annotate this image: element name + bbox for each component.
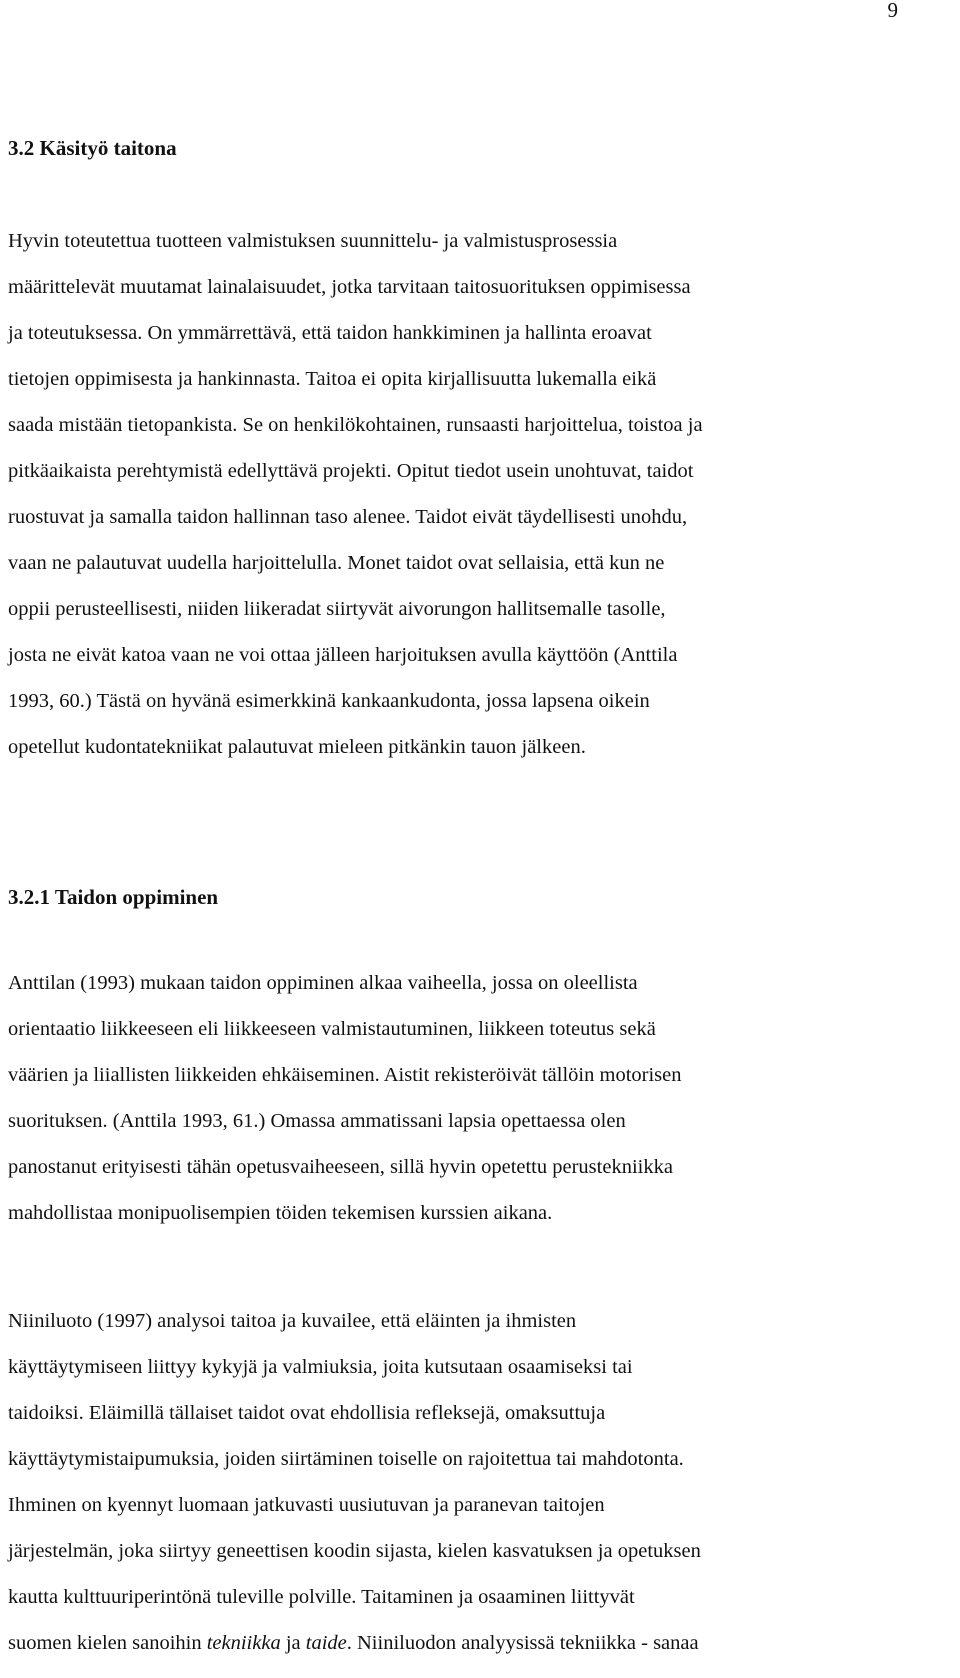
text-line: käyttäytymistaipumuksia, joiden siirtäminen toiselle on rajoitettua tai mahdotonta. — [8, 1448, 684, 1470]
text-line: orientaatio liikkeeseen eli liikkeeseen valmistautuminen, liikkeen toteutus sekä — [8, 1018, 656, 1040]
section-heading: 3.2 Käsityö taitona — [8, 136, 177, 160]
subsection-heading: 3.2.1 Taidon oppiminen — [8, 885, 219, 909]
text-line: josta ne eivät katoa vaan ne voi ottaa jälleen harjoituksen avulla käyttöön (Anttila — [8, 644, 678, 666]
text-run: suomen kielen sanoihin — [8, 1632, 207, 1654]
text-line: suorituksen. (Anttila 1993, 61.) Omassa ammatissani lapsia opettaessa olen — [8, 1110, 626, 1132]
subsection-paragraph-1 — [8, 960, 958, 1236]
text-line: saada mistään tietopankista. Se on henkilökohtainen, runsaasti harjoittelua, toistoa ja — [8, 414, 703, 436]
text-line: Hyvin toteutettua tuotteen valmistuksen suunnittelu- ja valmistusprosessia — [8, 230, 618, 252]
text-line: Anttilan (1993) mukaan taidon oppiminen alkaa vaiheella, jossa on oleellista — [8, 972, 638, 994]
text-line: ruostuvat ja samalla taidon hallinnan taso alenee. Taidot eivät täydellisesti unohdu, — [8, 506, 688, 528]
text-run: ja — [280, 1632, 306, 1654]
subsection-paragraph-2 — [8, 1298, 958, 1666]
text-line: väärien ja liiallisten liikkeiden ehkäiseminen. Aistit rekisteröivät tällöin motorisen — [8, 1064, 682, 1086]
text-line: opetellut kudontatekniikat palautuvat mieleen pitkänkin tauon jälkeen. — [8, 736, 586, 758]
text-line: Niiniluoto (1997) analysoi taitoa ja kuvailee, että eläinten ja ihmisten — [8, 1310, 577, 1332]
text-line: oppii perusteellisesti, niiden liikeradat siirtyvät aivorungon hallitsemalle tasolle, — [8, 598, 666, 620]
text-run: . Niiniluodon analyysissä tekniikka - sanaa — [346, 1632, 699, 1654]
text-line: pitkäaikaista perehtymistä edellyttävä projekti. Opitut tiedot usein unohtuvat, taidot — [8, 460, 694, 482]
text-line: määrittelevät muutamat lainalaisuudet, jotka tarvitaan taitosuorituksen oppimisessa — [8, 276, 691, 298]
italic-term-taide: taide — [305, 1632, 347, 1654]
text-line: ja toteutuksessa. On ymmärrettävä, että taidon hankkiminen ja hallinta eroavat — [8, 322, 652, 344]
text-line: käyttäytymiseen liittyy kykyjä ja valmiuksia, joita kutsutaan osaamiseksi tai — [8, 1356, 633, 1378]
section-paragraph — [8, 218, 958, 770]
text-line: mahdollistaa monipuolisempien töiden tekemisen kurssien aikana. — [8, 1202, 553, 1224]
text-line: panostanut erityisesti tähän opetusvaiheeseen, sillä hyvin opetettu perustekniikka — [8, 1156, 673, 1178]
text-line: 1993, 60.) Tästä on hyvänä esimerkkinä kankaankudonta, jossa lapsena oikein — [8, 690, 650, 712]
text-line: vaan ne palautuvat uudella harjoittelulla. Monet taidot ovat sellaisia, että kun ne — [8, 552, 665, 574]
text-line: Ihminen on kyennyt luomaan jatkuvasti uusiutuvan ja paranevan taitojen — [8, 1494, 605, 1516]
text-line: kautta kulttuuriperintönä tuleville polville. Taitaminen ja osaaminen liittyvät — [8, 1586, 635, 1608]
text-line-mixed — [8, 1620, 958, 1666]
text-line: tietojen oppimisesta ja hankinnasta. Taitoa ei opita kirjallisuutta lukemalla eikä — [8, 368, 657, 390]
italic-term-tekniikka: tekniikka — [206, 1632, 281, 1654]
text-line: taidoiksi. Eläimillä tällaiset taidot ovat ehdollisia refleksejä, omaksuttuja — [8, 1402, 606, 1424]
text-line: järjestelmän, joka siirtyy geneettisen koodin sijasta, kielen kasvatuksen ja opetuksen — [8, 1540, 701, 1562]
page-number: 9 — [887, 0, 898, 22]
